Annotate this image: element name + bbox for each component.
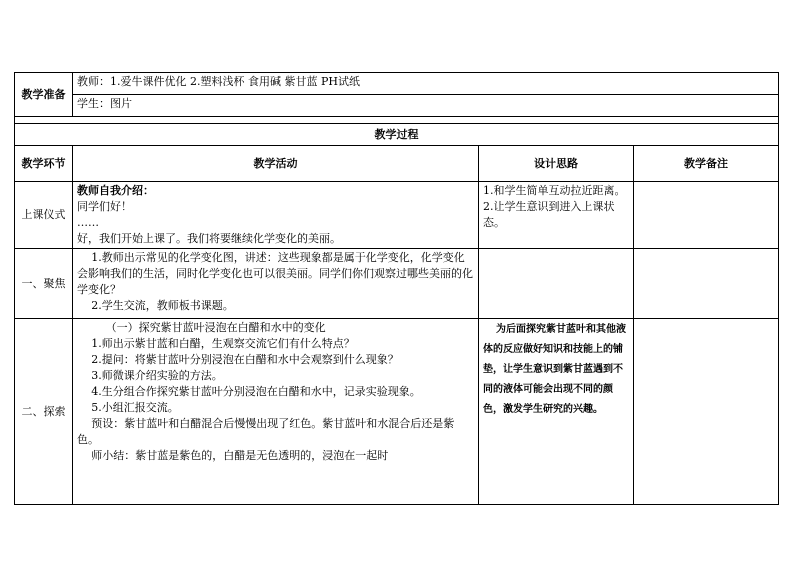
prep-student: 学生：图片 xyxy=(73,95,779,117)
activity-explore xyxy=(73,319,479,505)
activity-line: 5.小组汇报交流。 xyxy=(91,401,179,414)
design-opening xyxy=(479,182,634,249)
header-notes: 教学备注 xyxy=(634,146,779,182)
notes-opening xyxy=(634,182,779,249)
header-stage: 教学环节 xyxy=(15,146,73,182)
design-focus xyxy=(479,249,634,319)
activity-line: 1.教师出示常见的化学变化图，讲述：这些现象都是属于化学变化，化学变化会影响我们的生活，同时化学变化也可以很美丽。同学们你们观察过哪些美丽的化学变化？ xyxy=(77,251,473,296)
activity-line: 好，我们开始上课了。我们将要继续化学变化的美丽。 xyxy=(77,232,341,245)
lesson-plan-page xyxy=(14,72,778,505)
activity-focus xyxy=(73,249,479,319)
notes-focus xyxy=(634,249,779,319)
activity-line: 同学们好！ xyxy=(77,200,132,213)
activity-line: …… xyxy=(77,216,99,229)
stage-opening: 上课仪式 xyxy=(15,182,73,249)
notes-explore xyxy=(634,319,779,505)
activity-line: 3.师微课介绍实验的方法。 xyxy=(91,369,223,382)
activity-line: 1.师出示紫甘蓝和白醋，生观察交流它们有什么特点？ xyxy=(91,337,355,350)
activity-line: 教师自我介绍： xyxy=(77,184,154,197)
spacer-row xyxy=(15,117,779,124)
stage-focus: 一、聚焦 xyxy=(15,249,73,319)
header-design: 设计思路 xyxy=(479,146,634,182)
prep-label: 教学准备 xyxy=(15,73,73,117)
activity-line: 预设：紫甘蓝叶和白醋混合后慢慢出现了红色。紫甘蓝叶和水混合后还是紫色。 xyxy=(77,417,455,446)
header-activity: 教学活动 xyxy=(73,146,479,182)
stage-explore: 二、探索 xyxy=(15,319,73,505)
activity-line: 2.提问：将紫甘蓝叶分别浸泡在白醋和水中会观察到什么现象？ xyxy=(91,353,399,366)
process-title: 教学过程 xyxy=(15,124,779,146)
activity-line: 4.生分组合作探究紫甘蓝叶分别浸泡在白醋和水中，记录实验现象。 xyxy=(91,385,421,398)
activity-opening xyxy=(73,182,479,249)
prep-teacher: 教师：1.爱牛课件优化 2.塑料浅杯 食用碱 紫甘蓝 PH试纸 xyxy=(73,73,779,95)
design-line: 为后面探究紫甘蓝叶和其他液体的反应做好知识和技能上的铺垫，让学生意识到紫甘蓝遇到不同的液体可能会出现不同的颜色，激发学生研究的兴趣。 xyxy=(483,324,626,415)
activity-line: （一）探究紫甘蓝叶浸泡在白醋和水中的变化 xyxy=(105,321,326,334)
lesson-plan-table xyxy=(14,72,779,505)
activity-line: 师小结：紫甘蓝是紫色的，白醋是无色透明的，浸泡在一起时 xyxy=(91,449,389,462)
design-explore xyxy=(479,319,634,505)
activity-line: 2.学生交流，教师板书课题。 xyxy=(91,299,234,312)
design-line: 1.和学生简单互动拉近距离。2.让学生意识到进入上课状态。 xyxy=(483,184,626,229)
